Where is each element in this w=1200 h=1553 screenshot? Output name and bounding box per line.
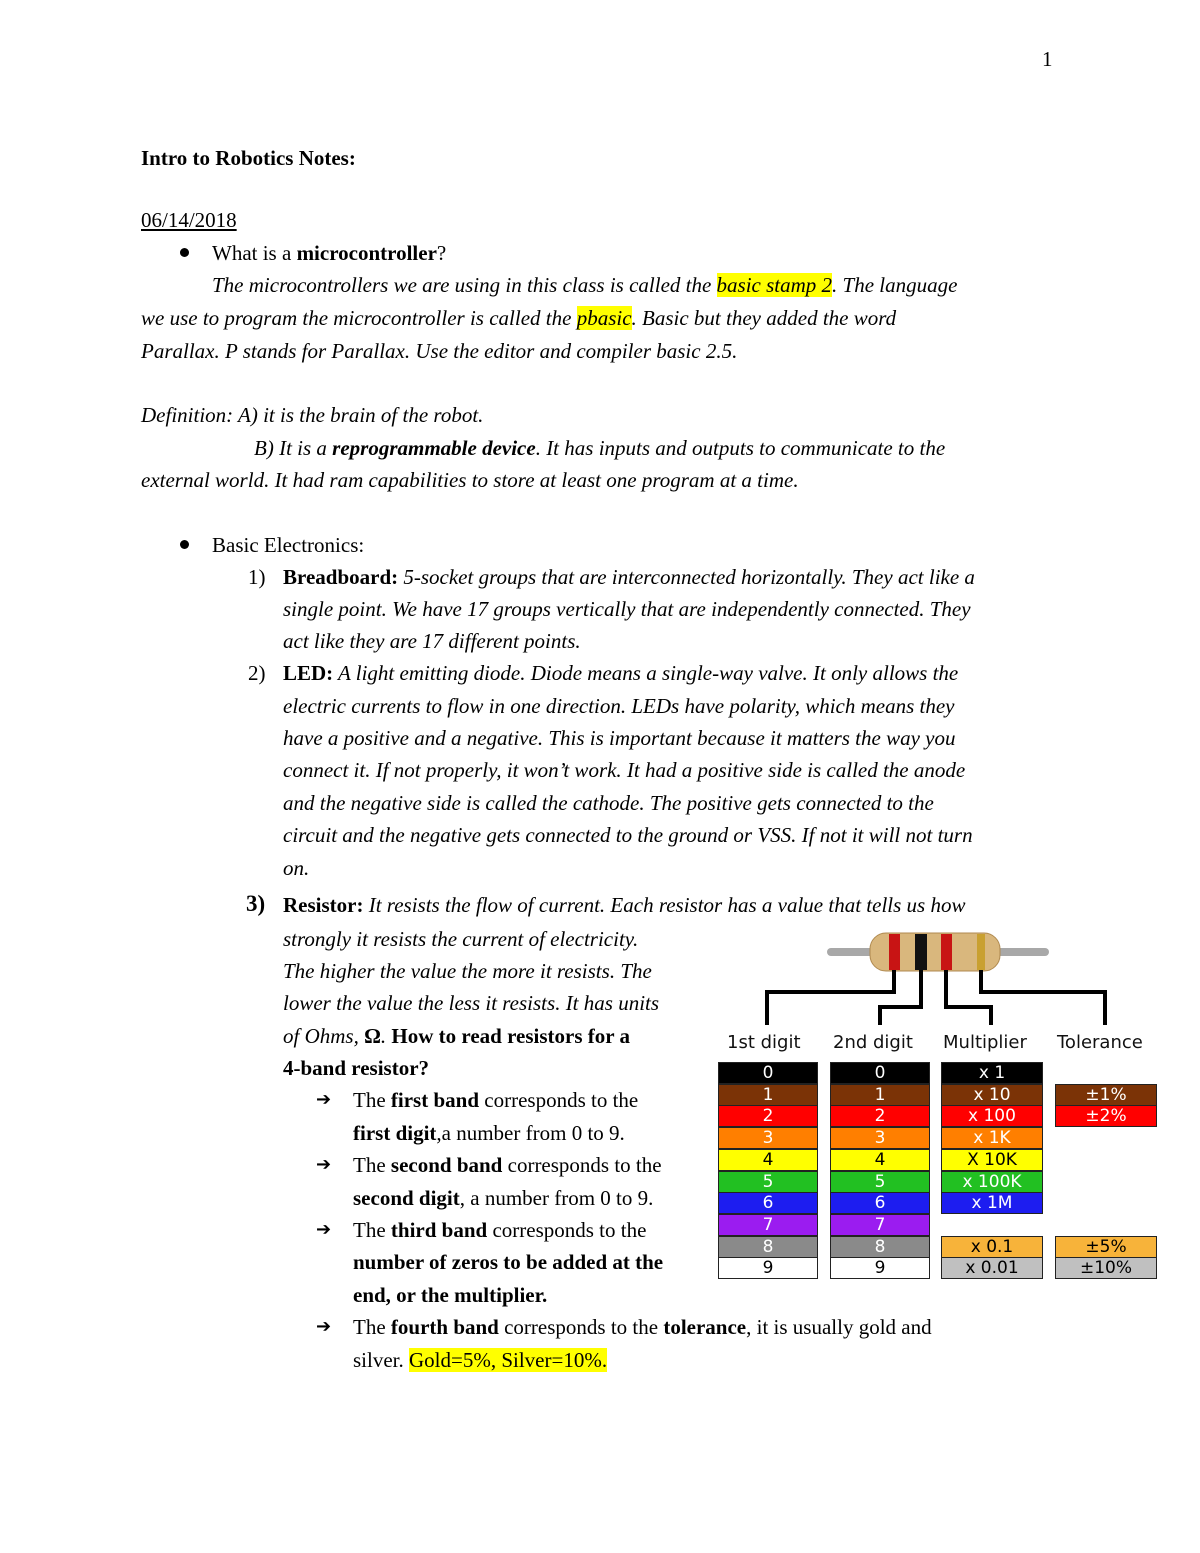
resistor-pointer-lines — [767, 970, 1105, 1025]
digit1-cell: 6 — [718, 1192, 818, 1214]
digit2-cell: 1 — [830, 1084, 930, 1106]
digit2-cell: 4 — [830, 1149, 930, 1171]
resistor-band-4 — [977, 934, 985, 970]
resistor-line4: lower the value the less it resists. It has units — [283, 991, 660, 1015]
digit2-cell: 8 — [830, 1236, 930, 1258]
chart-header-1st-digit: 1st digit — [727, 1032, 801, 1053]
para1-line2: we use to program the microcontroller is called the pbasic. Basic but they added the word — [141, 306, 897, 330]
multiplier-cell: x 0.01 — [941, 1257, 1043, 1279]
ohm-icon: Ω — [364, 1024, 381, 1048]
item-number-1: 1) — [248, 565, 266, 589]
band3-line2: number of zeros to be added at the — [353, 1250, 664, 1274]
band1-line1: The first band corresponds to the — [353, 1088, 639, 1112]
band2-line1: The second band corresponds to the — [353, 1153, 662, 1177]
item-number-3: 3) — [246, 891, 266, 916]
digit2-cell: 5 — [830, 1171, 930, 1193]
definition-a: Definition: A) it is the brain of the robot. — [141, 403, 484, 427]
led-line6: circuit and the negative gets connected to the ground or VSS. If not it will not turn — [283, 823, 973, 847]
breadboard-line2: single point. We have 17 groups vertically that are independently connected. They — [283, 597, 971, 621]
resistor-illustration — [715, 925, 1165, 1025]
resistor-line3: The higher the value the more it resists. The — [283, 959, 652, 983]
digit1-cell: 3 — [718, 1127, 818, 1149]
resistor-band-1 — [889, 934, 900, 970]
arrow-right-icon: ➔ — [316, 1089, 332, 1110]
chart-header-2nd-digit: 2nd digit — [833, 1032, 913, 1053]
digit1-cell: 8 — [718, 1236, 818, 1258]
resistor-line5: of Ohms, Ω. How to read resistors for a — [283, 1024, 630, 1048]
multiplier-cell: x 0.1 — [941, 1236, 1043, 1258]
multiplier-cell: x 10 — [941, 1084, 1043, 1106]
basic-electronics-heading: Basic Electronics: — [212, 533, 365, 557]
led-line5: and the negative side is called the cathode. The positive gets connected to the — [283, 791, 934, 815]
digit2-cell: 9 — [830, 1257, 930, 1279]
chart-header-multiplier: Multiplier — [943, 1032, 1027, 1053]
resistor-line2: strongly it resists the current of electricity. — [283, 927, 639, 951]
led-line1: LED: A light emitting diode. Diode means a single-way valve. It only allows the — [283, 661, 959, 685]
led-line3: have a positive and a negative. This is important because it matters the way you — [283, 726, 956, 750]
arrow-right-icon: ➔ — [316, 1316, 332, 1337]
digit1-cell: 9 — [718, 1257, 818, 1279]
multiplier-cell: x 1K — [941, 1127, 1043, 1149]
tolerance-cell: ±2% — [1055, 1105, 1157, 1127]
item-number-2: 2) — [248, 661, 266, 685]
arrow-right-icon: ➔ — [316, 1154, 332, 1175]
led-line4: connect it. If not properly, it won’t work. It had a positive side is called the anode — [283, 758, 966, 782]
para1-line3: Parallax. P stands for Parallax. Use the editor and compiler basic 2.5. — [141, 339, 738, 363]
digit2-cell: 6 — [830, 1192, 930, 1214]
digit1-cell: 7 — [718, 1214, 818, 1236]
digit2-cell: 3 — [830, 1127, 930, 1149]
tolerance-cell: ±5% — [1055, 1236, 1157, 1258]
digit1-cell: 2 — [718, 1105, 818, 1127]
arrow-right-icon: ➔ — [316, 1219, 332, 1240]
digit1-cell: 1 — [718, 1084, 818, 1106]
tolerance-cell: ±1% — [1055, 1084, 1157, 1106]
breadboard-line1: Breadboard: 5-socket groups that are interconnected horizontally. They act like a — [283, 565, 975, 589]
band4-line1: The fourth band corresponds to the tolerance, it is usually gold and — [353, 1315, 932, 1339]
question-microcontroller: What is a microcontroller? — [212, 241, 447, 265]
digit1-cell: 4 — [718, 1149, 818, 1171]
page-number: 1 — [1042, 47, 1053, 71]
bullet-icon — [180, 540, 189, 549]
multiplier-cell: X 10K — [941, 1149, 1043, 1171]
bullet-icon — [180, 248, 189, 257]
digit2-cell: 0 — [830, 1062, 930, 1084]
resistor-line6: 4-band resistor? — [283, 1056, 430, 1080]
multiplier-cell: x 100K — [941, 1171, 1043, 1193]
resistor-band-2 — [915, 934, 927, 970]
digit1-cell: 5 — [718, 1171, 818, 1193]
breadboard-line3: act like they are 17 different points. — [283, 629, 581, 653]
definition-b-line2: external world. It had ram capabilities to store at least one program at a time. — [141, 468, 799, 492]
band3-line1: The third band corresponds to the — [353, 1218, 647, 1242]
led-line7: on. — [283, 856, 310, 880]
chart-header-tolerance: Tolerance — [1057, 1032, 1143, 1053]
definition-b-line1: B) It is a reprogrammable device. It has inputs and outputs to communicate to the — [254, 436, 946, 460]
page-title: Intro to Robotics Notes: — [141, 146, 356, 170]
band4-line2: silver. Gold=5%, Silver=10%. — [353, 1348, 608, 1372]
digit2-cell: 7 — [830, 1214, 930, 1236]
band3-line3: end, or the multiplier. — [353, 1283, 548, 1307]
note-date: 06/14/2018 — [141, 208, 237, 232]
multiplier-cell: x 100 — [941, 1105, 1043, 1127]
digit1-cell: 0 — [718, 1062, 818, 1084]
band1-line2: first digit,a number from 0 to 9. — [353, 1121, 625, 1145]
multiplier-cell: x 1 — [941, 1062, 1043, 1084]
led-line2: electric currents to flow in one direction. LEDs have polarity, which means they — [283, 694, 955, 718]
digit2-cell: 2 — [830, 1105, 930, 1127]
tolerance-cell: ±10% — [1055, 1257, 1157, 1279]
multiplier-cell: x 1M — [941, 1192, 1043, 1214]
resistor-line1: Resistor: It resists the flow of current. Each resistor has a value that tells us how — [283, 893, 966, 917]
para1-line1: The microcontrollers we are using in this class is called the basic stamp 2. The language — [212, 273, 958, 297]
band2-line2: second digit, a number from 0 to 9. — [353, 1186, 654, 1210]
resistor-band-3 — [941, 934, 952, 970]
